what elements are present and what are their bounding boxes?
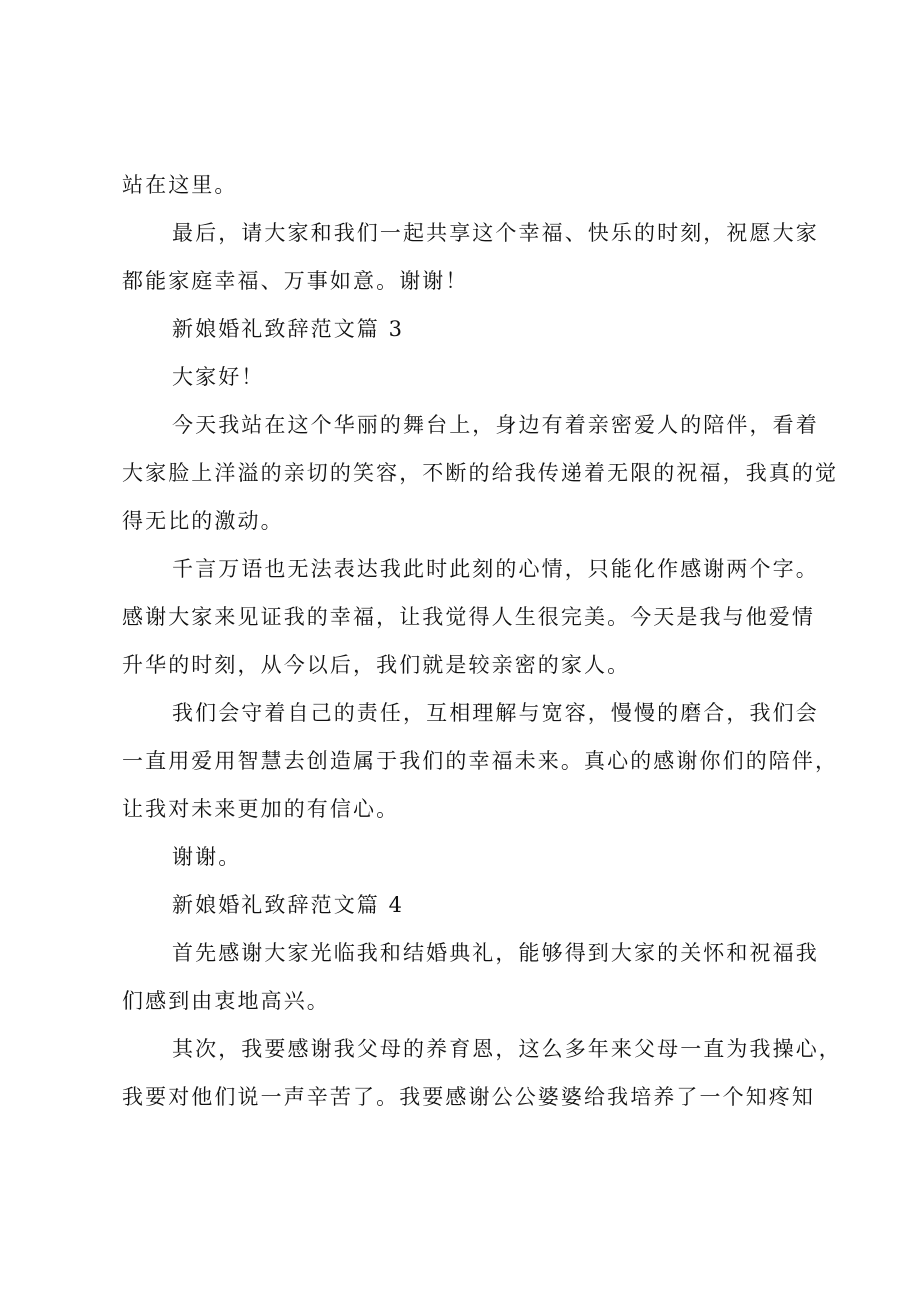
paragraph-start: 千言万语也无法表达我此时此刻的心情，只能化作感谢两个字。 <box>172 557 819 581</box>
text-line: 感谢大家来见证我的幸福，让我觉得人生很完美。今天是我与他爱情 <box>122 605 815 629</box>
closing-line: 谢谢。 <box>172 845 242 869</box>
text-line: 站在这里。 <box>122 173 238 197</box>
text-line: 一直用爱用智慧去创造属于我们的幸福未来。真心的感谢你们的陪伴， <box>122 749 839 773</box>
section-heading: 新娘婚礼致辞范文篇 3 <box>172 317 405 341</box>
text-line: 我要对他们说一声辛苦了。我要感谢公公婆婆给我培养了一个知疼知 <box>122 1085 815 1109</box>
text-line: 得无比的激动。 <box>122 509 284 533</box>
paragraph-start: 最后，请大家和我们一起共享这个幸福、快乐的时刻，祝愿大家 <box>172 221 819 245</box>
greeting: 大家好！ <box>172 365 265 389</box>
paragraph-start: 我们会守着自己的责任，互相理解与宽容，慢慢的磨合，我们会 <box>172 701 819 725</box>
paragraph-start: 其次，我要感谢我父母的养育恩，这么多年来父母一直为我操心， <box>172 1037 842 1061</box>
section-heading: 新娘婚礼致辞范文篇 4 <box>172 893 405 917</box>
document-body <box>122 161 842 1121</box>
text-line: 都能家庭幸福、万事如意。谢谢！ <box>122 269 469 293</box>
text-line: 们感到由衷地高兴。 <box>122 989 330 1013</box>
paragraph-start: 今天我站在这个华丽的舞台上，身边有着亲密爱人的陪伴，看着 <box>172 413 819 437</box>
text-line: 大家脸上洋溢的亲切的笑容，不断的给我传递着无限的祝福，我真的觉 <box>122 461 839 485</box>
text-line: 让我对未来更加的有信心。 <box>122 797 400 821</box>
text-line: 升华的时刻，从今以后，我们就是较亲密的家人。 <box>122 653 631 677</box>
paragraph-start: 首先感谢大家光临我和结婚典礼，能够得到大家的关怀和祝福我 <box>172 941 819 965</box>
